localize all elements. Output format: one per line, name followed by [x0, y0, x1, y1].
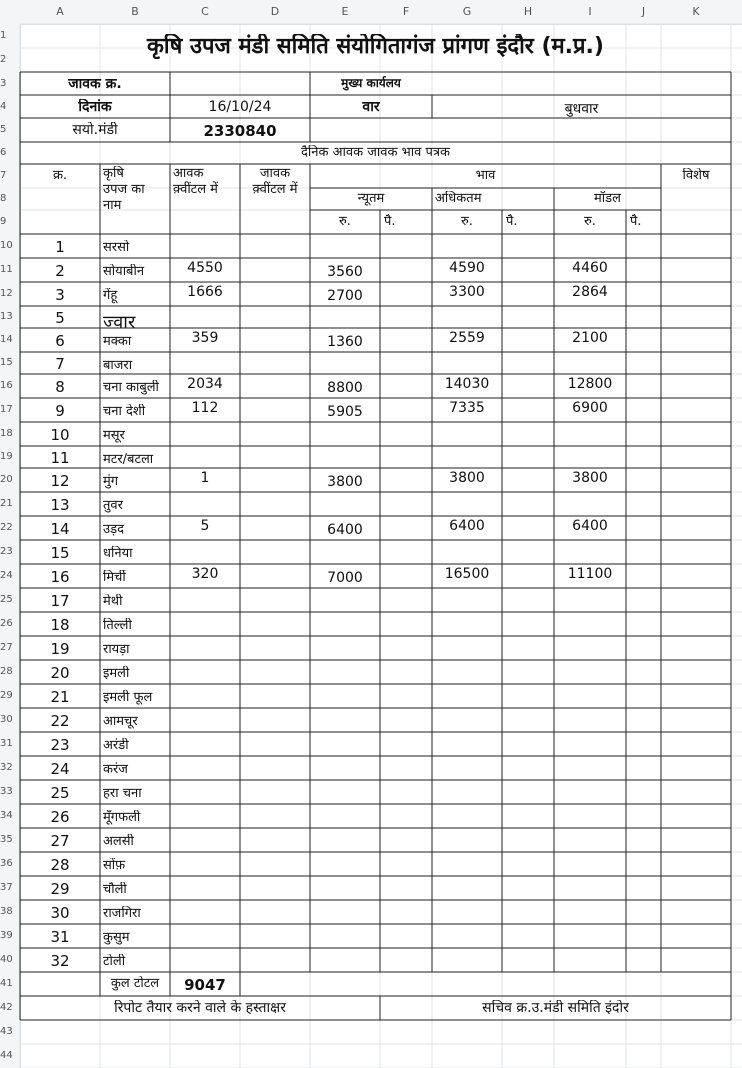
row-number[interactable]: 9 — [0, 216, 7, 227]
row-number[interactable]: 25 — [0, 594, 13, 605]
row-model[interactable]: 3800 — [572, 470, 608, 486]
row-crop[interactable]: मसूर — [103, 428, 125, 443]
total-label[interactable]: कुल टोटल — [110, 976, 160, 991]
row-crop[interactable]: चौली — [103, 882, 127, 897]
row-serial[interactable]: 5 — [55, 309, 65, 327]
header-paise[interactable]: पै. — [630, 214, 642, 229]
row-crop[interactable]: ज्वार — [103, 312, 136, 333]
row-serial[interactable]: 2 — [55, 262, 65, 280]
row-serial[interactable]: 20 — [50, 664, 70, 682]
column-letter[interactable]: B — [131, 5, 139, 18]
row-number[interactable]: 4 — [0, 100, 7, 112]
row-serial[interactable]: 24 — [50, 760, 70, 778]
row-serial[interactable]: 25 — [50, 784, 70, 802]
row-model[interactable]: 12800 — [567, 376, 613, 392]
row-arrival[interactable]: 1666 — [187, 284, 223, 300]
row-crop[interactable]: उड़द — [103, 522, 124, 537]
row-arrival[interactable]: 2034 — [187, 376, 223, 392]
row-crop[interactable]: मूँगफली — [103, 810, 141, 825]
column-letter[interactable]: K — [692, 5, 700, 18]
row-serial[interactable]: 17 — [50, 592, 70, 610]
row-model[interactable]: 2100 — [572, 330, 608, 346]
row-max[interactable]: 6400 — [449, 518, 485, 534]
row-serial[interactable]: 16 — [50, 568, 70, 586]
row-number[interactable]: 5 — [0, 124, 7, 135]
row-number[interactable]: 37 — [0, 882, 13, 893]
row-crop[interactable]: कुसुम — [103, 930, 130, 945]
row-crop[interactable]: इमली फूल — [103, 690, 153, 705]
column-letter[interactable]: F — [402, 5, 410, 18]
header-model[interactable]: मॉडल — [594, 191, 621, 206]
row-crop[interactable]: करंज — [103, 762, 128, 777]
row-crop[interactable]: आमचूर — [103, 714, 138, 729]
row-crop[interactable]: गेंहू — [103, 288, 118, 303]
row-crop[interactable]: मुंग — [103, 474, 119, 489]
row-crop[interactable]: तुवर — [103, 498, 123, 513]
row-number[interactable]: 30 — [0, 714, 13, 725]
row-arrival[interactable]: 359 — [191, 330, 219, 346]
column-letter[interactable]: E — [341, 5, 349, 18]
header-paise[interactable]: पै. — [506, 214, 518, 229]
row-crop[interactable]: मटर/बटला — [103, 452, 154, 467]
row-number[interactable]: 27 — [0, 642, 13, 653]
row-number[interactable]: 28 — [0, 666, 13, 677]
row-number[interactable]: 21 — [0, 498, 13, 509]
row-model[interactable]: 6900 — [572, 400, 608, 416]
row-min[interactable]: 5905 — [327, 404, 363, 420]
date-label[interactable]: दिनांक — [78, 98, 112, 115]
row-number[interactable]: 36 — [0, 858, 13, 869]
row-number[interactable]: 22 — [0, 522, 13, 533]
row-serial[interactable]: 14 — [50, 520, 70, 538]
row-arrival[interactable]: 1 — [200, 470, 210, 486]
row-min[interactable]: 2700 — [327, 288, 363, 304]
row-serial[interactable]: 9 — [55, 402, 65, 420]
row-serial[interactable]: 13 — [50, 496, 70, 514]
row-min[interactable]: 7000 — [327, 570, 363, 586]
row-serial[interactable]: 26 — [50, 808, 70, 826]
row-min[interactable]: 3560 — [327, 264, 363, 280]
row-max[interactable]: 16500 — [444, 566, 490, 582]
row-min[interactable]: 8800 — [327, 380, 363, 396]
row-serial[interactable]: 18 — [50, 616, 70, 634]
row-number[interactable]: 26 — [0, 618, 13, 629]
row-number[interactable]: 20 — [0, 474, 13, 485]
row-number[interactable]: 12 — [0, 288, 13, 299]
row-number[interactable]: 15 — [0, 357, 13, 368]
column-letter[interactable]: A — [56, 5, 64, 18]
row-max[interactable]: 3300 — [449, 284, 485, 300]
row-serial[interactable]: 28 — [50, 856, 70, 874]
row-number[interactable]: 40 — [0, 954, 13, 965]
row-number[interactable]: 6 — [0, 147, 7, 158]
row-number[interactable]: 10 — [0, 240, 13, 251]
row-min[interactable]: 1360 — [327, 334, 363, 350]
row-serial[interactable]: 27 — [50, 832, 70, 850]
row-number[interactable]: 31 — [0, 738, 13, 749]
row-number[interactable]: 24 — [0, 570, 13, 581]
row-number[interactable]: 39 — [0, 930, 13, 941]
row-serial[interactable]: 3 — [55, 286, 65, 304]
row-number[interactable]: 1 — [0, 30, 7, 41]
row-number[interactable]: 35 — [0, 834, 13, 845]
row-crop[interactable]: चना काबुली — [103, 380, 159, 395]
header-rs[interactable]: रु. — [461, 214, 473, 229]
row-arrival[interactable]: 4550 — [187, 260, 223, 276]
row-number[interactable]: 11 — [0, 264, 13, 275]
header-min[interactable]: न्यूतम — [357, 191, 385, 206]
row-number[interactable]: 34 — [0, 810, 13, 821]
footer-right[interactable]: सचिव क्र.उ.मंडी समिति इंदोर — [482, 1000, 629, 1016]
row-number[interactable]: 18 — [0, 428, 13, 439]
row-serial[interactable]: 22 — [50, 712, 70, 730]
row-crop[interactable]: बाजरा — [103, 358, 133, 373]
footer-left[interactable]: रिपोट तैयार करने वाले के हस्ताक्षर — [114, 1000, 286, 1016]
row-crop[interactable]: मेथी — [103, 594, 123, 609]
row-model[interactable]: 4460 — [572, 260, 608, 276]
row-model[interactable]: 6400 — [572, 518, 608, 534]
row-crop[interactable]: इमली — [103, 666, 130, 681]
row-number[interactable]: 2 — [0, 54, 7, 65]
row-crop[interactable]: मक्का — [103, 334, 132, 349]
row-model[interactable]: 2864 — [572, 284, 608, 300]
row-crop[interactable]: राजगिरा — [103, 906, 141, 921]
row-crop[interactable]: धनिया — [103, 546, 133, 561]
date-value[interactable]: 16/10/24 — [208, 98, 272, 115]
row-serial[interactable]: 31 — [50, 928, 70, 946]
row-number[interactable]: 29 — [0, 690, 13, 701]
row-crop[interactable]: सोयाबीन — [103, 264, 145, 279]
row-max[interactable]: 14030 — [444, 376, 490, 392]
row-number[interactable]: 16 — [0, 380, 13, 391]
row-crop[interactable]: टोली — [103, 954, 126, 969]
row-crop[interactable]: रायड़ा — [103, 642, 130, 657]
row-number[interactable]: 32 — [0, 762, 13, 773]
column-letter[interactable]: D — [270, 5, 280, 18]
header-rs[interactable]: रु. — [584, 214, 596, 229]
row-crop[interactable]: अलसी — [103, 834, 134, 849]
row-number[interactable]: 23 — [0, 546, 13, 557]
row-max[interactable]: 4590 — [449, 260, 485, 276]
column-letter[interactable]: H — [523, 5, 533, 18]
row-number[interactable]: 8 — [0, 193, 7, 204]
row-serial[interactable]: 7 — [55, 355, 65, 373]
total-value[interactable]: 9047 — [184, 976, 226, 994]
row-serial[interactable]: 29 — [50, 880, 70, 898]
row-serial[interactable]: 1 — [55, 238, 65, 256]
header-rs[interactable]: रु. — [339, 214, 351, 229]
row-max[interactable]: 3800 — [449, 470, 485, 486]
row-serial[interactable]: 19 — [50, 640, 70, 658]
row-crop[interactable]: मिर्ची — [103, 570, 126, 585]
row-serial[interactable]: 30 — [50, 904, 70, 922]
column-letter[interactable]: I — [588, 5, 592, 18]
row-arrival[interactable]: 5 — [200, 518, 210, 534]
row-number[interactable]: 42 — [0, 1002, 13, 1013]
row-number[interactable]: 43 — [0, 1026, 13, 1037]
header-paise[interactable]: पै. — [384, 214, 396, 229]
row-min[interactable]: 3800 — [327, 474, 363, 490]
mandi-label[interactable]: सयो.मंडी — [72, 122, 118, 138]
row-arrival[interactable]: 112 — [191, 400, 219, 416]
row-number[interactable]: 14 — [0, 334, 13, 345]
row-number[interactable]: 44 — [0, 1050, 13, 1061]
row-serial[interactable]: 21 — [50, 688, 70, 706]
column-letter[interactable]: J — [641, 5, 646, 18]
header-crop[interactable]: कृषि उपज का नाम — [103, 166, 145, 213]
row-number[interactable]: 19 — [0, 451, 13, 462]
row-number[interactable]: 41 — [0, 978, 13, 989]
row-max[interactable]: 2559 — [449, 330, 485, 346]
day-label[interactable]: वार — [362, 98, 380, 115]
row-max[interactable]: 7335 — [449, 400, 485, 416]
row-crop[interactable]: तिल्ली — [103, 618, 132, 633]
row-serial[interactable]: 12 — [50, 472, 70, 490]
row-serial[interactable]: 11 — [50, 449, 70, 467]
header-special[interactable]: विशेष — [682, 168, 710, 183]
row-number[interactable]: 33 — [0, 786, 13, 797]
row-crop[interactable]: सरसो — [103, 240, 130, 255]
header-arrival[interactable]: आवक क़्वींटल में — [173, 166, 218, 197]
header-max[interactable]: अधिकतम — [435, 191, 482, 206]
header-price[interactable]: भाव — [475, 168, 496, 183]
row-serial[interactable]: 32 — [50, 952, 70, 970]
column-letter[interactable]: C — [201, 5, 209, 18]
column-letter[interactable]: G — [462, 5, 472, 18]
row-arrival[interactable]: 320 — [191, 566, 219, 582]
mandi-value[interactable]: 2330840 — [203, 122, 277, 140]
row-model[interactable]: 11100 — [567, 566, 613, 582]
row-min[interactable]: 6400 — [327, 522, 363, 538]
header-dispatch[interactable]: जावक क़्वींटल में — [252, 166, 298, 197]
header-serial[interactable]: क्र. — [52, 168, 68, 183]
sheet-subtitle[interactable]: दैनिक आवक जावक भाव पत्रक — [301, 145, 450, 160]
row-crop[interactable]: सोंफ़ — [103, 858, 126, 873]
row-number[interactable]: 38 — [0, 906, 13, 917]
row-crop[interactable]: चना देशी — [103, 404, 146, 419]
row-serial[interactable]: 10 — [50, 426, 70, 444]
jawak-label[interactable]: जावक क्र. — [68, 75, 122, 92]
day-value[interactable]: बुधवार — [564, 101, 599, 117]
row-crop[interactable]: अरंडी — [103, 738, 129, 753]
row-serial[interactable]: 23 — [50, 736, 70, 754]
row-number[interactable]: 13 — [0, 311, 13, 322]
row-number[interactable]: 3 — [0, 77, 7, 89]
row-number[interactable]: 7 — [0, 170, 7, 181]
row-serial[interactable]: 6 — [55, 332, 65, 350]
row-serial[interactable]: 8 — [55, 378, 65, 396]
row-crop[interactable]: हरा चना — [103, 786, 142, 801]
head-office-label[interactable]: मुख्य कार्यलय — [341, 75, 401, 90]
sheet-title[interactable]: कृषि उपज मंडी समिति संयोगितागंज प्रांगण इंदौर (म.प्र.) — [147, 34, 604, 59]
row-serial[interactable]: 15 — [50, 544, 70, 562]
row-number[interactable]: 17 — [0, 404, 13, 415]
